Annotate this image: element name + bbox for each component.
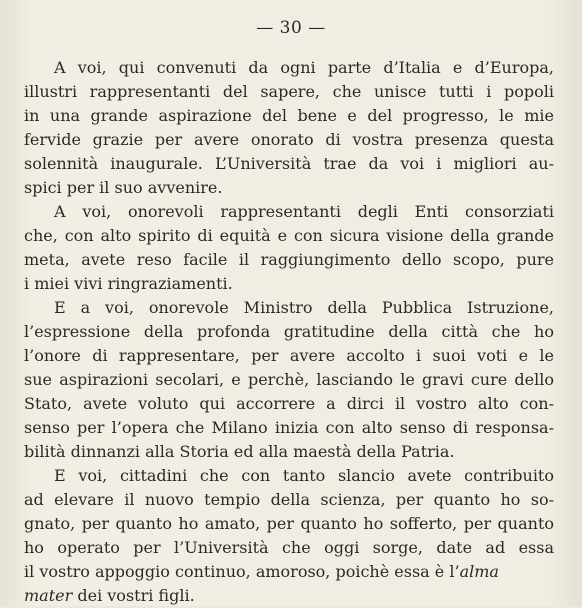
- text-line: gnato, per quanto ho amato, per quanto ho sofferto, per quanto: [24, 514, 554, 533]
- italic-text: mater: [24, 586, 73, 605]
- text-fragment: dei vostri figli.: [72, 586, 195, 605]
- text-line: fervide grazie per avere onorato di vostra presenza questa: [24, 130, 554, 149]
- text-line: solennità inaugurale. L’Università trae da voi i migliori au-: [24, 154, 554, 173]
- text-line: E a voi, onorevole Ministro della Pubblica Istruzione,: [54, 298, 554, 317]
- italic-text: alma: [459, 562, 499, 581]
- text-line: i miei vivi ringraziamenti.: [24, 274, 233, 293]
- text-line: spici per il suo avvenire.: [24, 178, 223, 197]
- text-line: sue aspirazioni secolari, e perchè, lasciando le gravi cure dello: [24, 370, 554, 389]
- text-line: l’espressione della profonda gratitudine della città che ho: [24, 322, 554, 341]
- text-line: ho operato per l’Università che oggi sorge, date ad essa: [24, 538, 554, 557]
- text-line: illustri rappresentanti del sapere, che unisce tutti i popoli: [24, 82, 554, 101]
- text-line: che, con alto spirito di equità e con sicura visione della grande: [24, 226, 554, 245]
- text-line: in una grande aspirazione del bene e del progresso, le mie: [24, 106, 554, 125]
- text-line: bilità dinnanzi alla Storia ed alla maestà della Patria.: [24, 442, 455, 461]
- text-line: A voi, qui convenuti da ogni parte d’Italia e d’Europa,: [54, 58, 554, 77]
- text-line: meta, avete reso facile il raggiungimento dello scopo, pure: [24, 250, 554, 269]
- text-line: E voi, cittadini che con tanto slancio avete contribuito: [54, 466, 554, 485]
- text-line: senso per l’opera che Milano inizia con alto senso di responsa-: [24, 418, 554, 437]
- text-line: l’onore di rappresentare, per avere accolto i suoi voti e le: [24, 346, 554, 365]
- text-line: [24, 560, 554, 584]
- text-line: [24, 584, 554, 608]
- text-fragment: il vostro appoggio continuo, amoroso, poichè essa è l’: [24, 562, 460, 581]
- text-line: A voi, onorevoli rappresentanti degli Enti consorziati: [54, 202, 554, 221]
- text-line: ad elevare il nuovo tempio della scienza, per quanto ho so-: [24, 490, 554, 509]
- page-number: — 30 —: [256, 18, 326, 38]
- text-line: Stato, avete voluto qui accorrere a dirci il vostro alto con-: [24, 394, 554, 413]
